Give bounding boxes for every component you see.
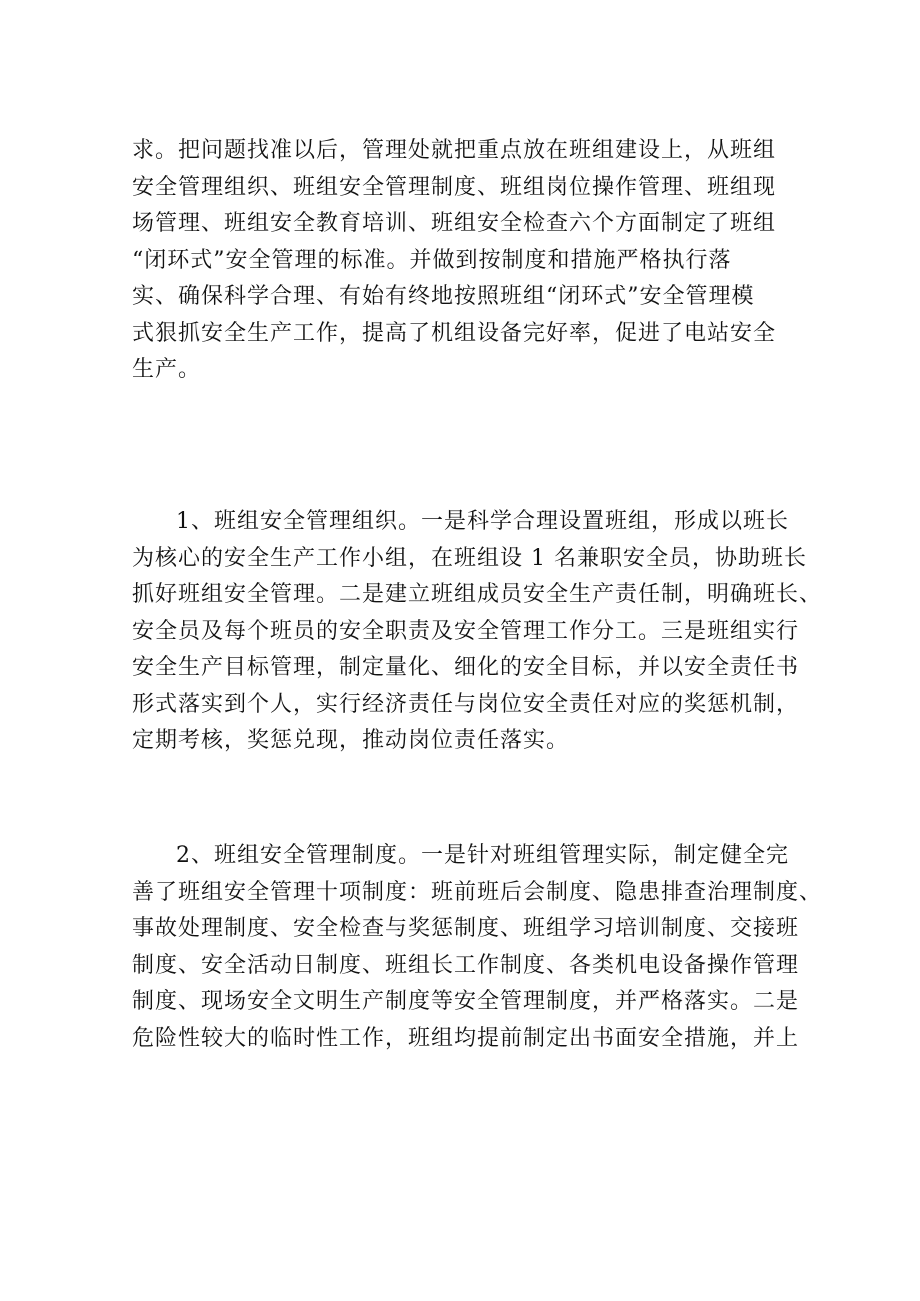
section-2-paragraph [132, 838, 823, 1057]
text-line: 制度、现场安全文明生产制度等安全管理制度，并严格落实。二是 [132, 989, 800, 1014]
intro-paragraph [132, 133, 812, 389]
text-line: 安全管理组织、班组安全管理制度、班组岗位操作管理、班组现 [132, 174, 777, 200]
text-line: 形式落实到个人，实行经济责任与岗位安全责任对应的奖惩机制， [132, 691, 800, 717]
text-line: 安全员及每个班员的安全职责及安全管理工作分工。三是班组实行 [132, 618, 800, 644]
text-line: 安全生产目标管理，制定量化、细化的安全目标，并以安全责任书 [132, 655, 800, 680]
text-line: 实、确保科学合理、有始有终地按照班组“闭环式”安全管理模 [132, 284, 755, 309]
section-1-heading-line: 1、班组安全管理组织。一是科学合理设置班组，形成以班长 [176, 509, 789, 534]
text-line: 定期考核，奖惩兑现，推动岗位责任落实。 [132, 728, 570, 753]
text-line: 制度、安全活动日制度、班组长工作制度、各类机电设备操作管理 [132, 952, 800, 978]
text-line: 抓好班组安全管理。二是建立班组成员安全生产责任制，明确班长、 [132, 582, 823, 607]
text-line: 式狠抓安全生产工作，提高了机组设备完好率，促进了电站安全 [132, 320, 777, 346]
text-line: “闭环式”安全管理的标准。并做到按制度和措施严格执行落 [132, 247, 732, 273]
text-line: 危险性较大的临时性工作，班组均提前制定出书面安全措施，并上 [132, 1025, 800, 1051]
text-line: 善了班组安全管理十项制度：班前班后会制度、隐患排查治理制度、 [132, 879, 823, 905]
text-line: 事故处理制度、安全检查与奖惩制度、班组学习培训制度、交接班 [132, 916, 800, 941]
text-line: 求。把问题找准以后，管理处就把重点放在班组建设上，从班组 [132, 138, 777, 163]
text-line: 生产。 [132, 357, 202, 382]
text-line: 场管理、班组安全教育培训、班组安全检查六个方面制定了班组 [132, 211, 777, 236]
section-1-paragraph [132, 504, 823, 760]
section-2-heading-line: 2、班组安全管理制度。一是针对班组管理实际，制定健全完 [176, 843, 789, 868]
text-line: 为核心的安全生产工作小组，在班组设 1 名兼职安全员，协助班长 [132, 545, 807, 571]
